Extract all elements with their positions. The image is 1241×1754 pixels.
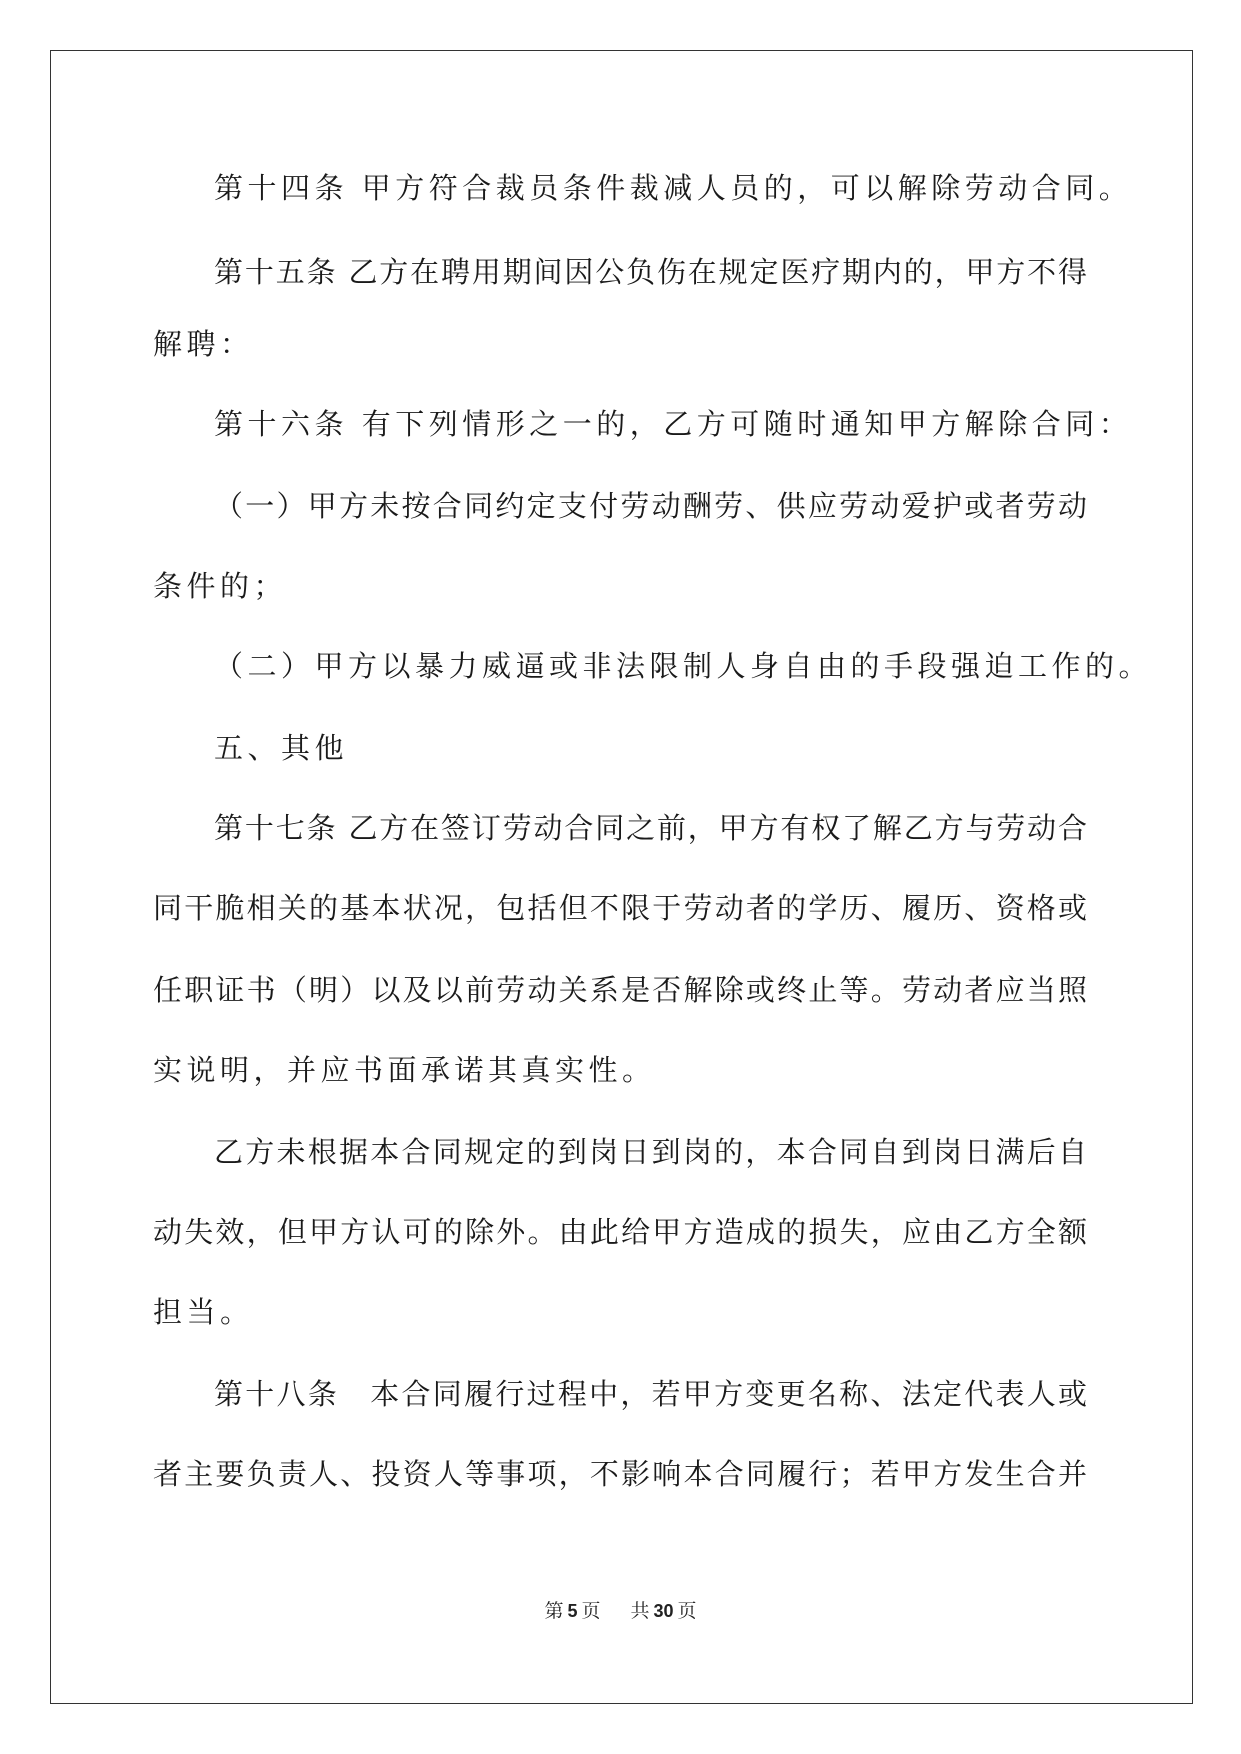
paragraph-article-18-line-1: 第十八条 本合同履行过程中，若甲方变更名称、法定代表人或 bbox=[214, 1377, 1087, 1411]
page-number-total: 30 bbox=[653, 1601, 674, 1621]
page-number-current: 5 bbox=[567, 1601, 578, 1621]
list-item-2: （二）甲方以暴力威逼或非法限制人身自由的手段强迫工作的。 bbox=[214, 649, 1153, 683]
paragraph-arrival-line-1: 乙方未根据本合同规定的到岗日到岗的，本合同自到岗日满后自 bbox=[214, 1135, 1087, 1169]
paragraph-article-17-line-3: 任职证书（明）以及以前劳动关系是否解除或终止等。劳动者应当照 bbox=[153, 973, 1087, 1007]
paragraph-article-15-line-1: 第十五条 乙方在聘用期间因公负伤在规定医疗期内的，甲方不得 bbox=[214, 255, 1087, 289]
paragraph-article-17-line-1: 第十七条 乙方在签订劳动合同之前，甲方有权了解乙方与劳动合 bbox=[214, 811, 1087, 845]
page-prefix: 第 bbox=[544, 1600, 564, 1622]
list-item-1-line-2: 条件的； bbox=[153, 569, 288, 603]
page-suffix: 页 bbox=[581, 1600, 601, 1622]
total-suffix: 页 bbox=[677, 1600, 697, 1622]
paragraph-article-16: 第十六条 有下列情形之一的，乙方可随时通知甲方解除合同： bbox=[214, 407, 1133, 441]
paragraph-arrival-line-3: 担当。 bbox=[153, 1295, 254, 1329]
page-footer bbox=[0, 1596, 1241, 1623]
paragraph-article-17-line-2: 同干脆相关的基本状况，包括但不限于劳动者的学历、履历、资格或 bbox=[153, 891, 1087, 925]
paragraph-article-17-line-4: 实说明，并应书面承诺其真实性。 bbox=[153, 1053, 656, 1087]
total-prefix: 共 bbox=[630, 1600, 650, 1622]
paragraph-article-14: 第十四条 甲方符合裁员条件裁减人员的，可以解除劳动合同。 bbox=[214, 171, 1133, 205]
section-heading-other: 五、其他 bbox=[214, 731, 349, 765]
paragraph-arrival-line-2: 动失效，但甲方认可的除外。由此给甲方造成的损失，应由乙方全额 bbox=[153, 1215, 1087, 1249]
paragraph-article-18-line-2: 者主要负责人、投资人等事项，不影响本合同履行；若甲方发生合并 bbox=[153, 1457, 1087, 1491]
list-item-1-line-1: （一）甲方未按合同约定支付劳动酬劳、供应劳动爱护或者劳动 bbox=[214, 489, 1087, 523]
paragraph-article-15-line-2: 解聘： bbox=[153, 327, 254, 361]
